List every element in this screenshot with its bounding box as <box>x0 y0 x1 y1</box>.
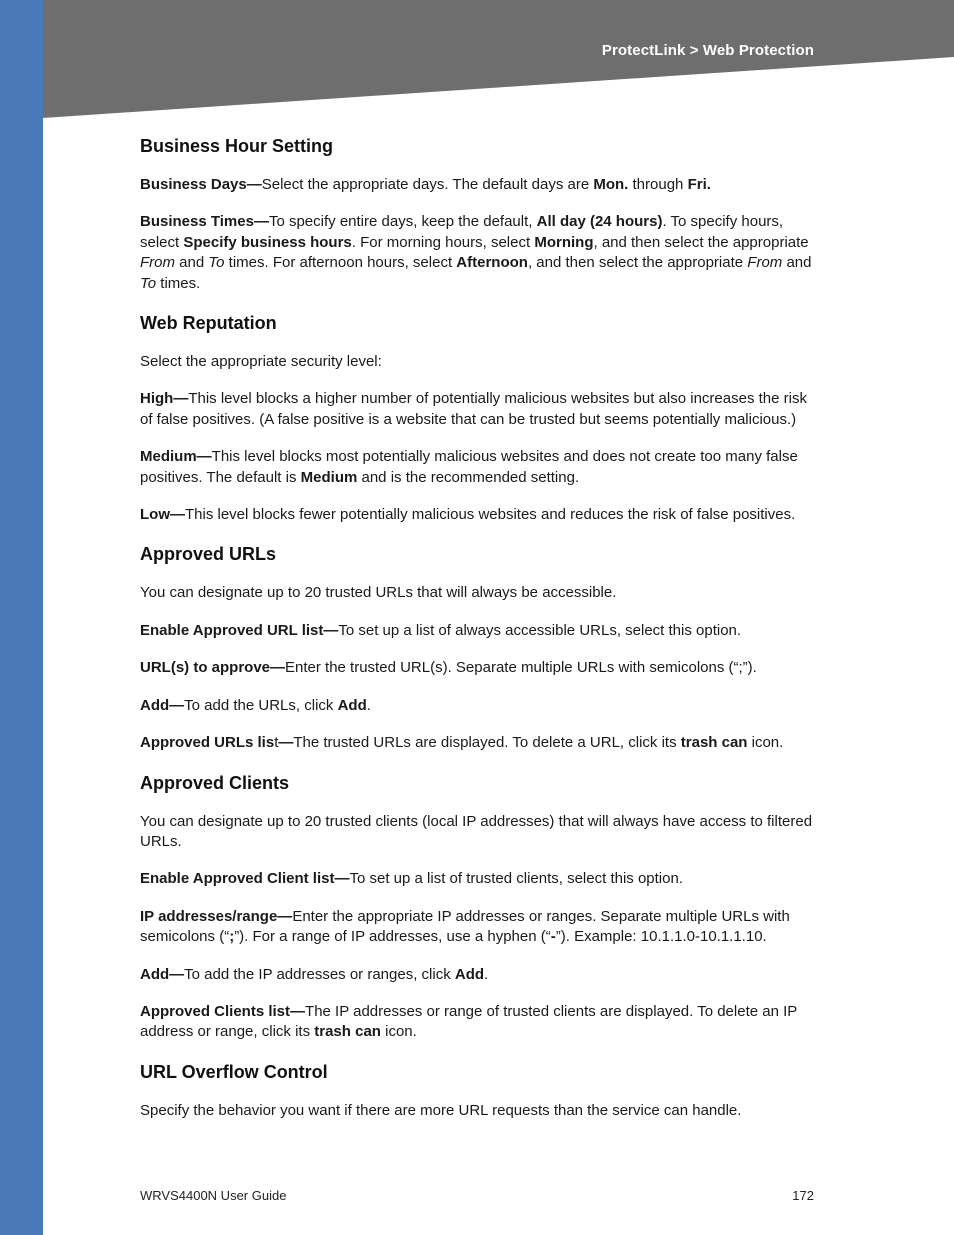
approved-urls-intro: You can designate up to 20 trusted URLs that will always be accessible. <box>140 584 617 602</box>
section-title-business-hour: Business Hour Setting <box>140 136 334 156</box>
document-body <box>140 134 816 1121</box>
urls-to-approve-paragraph: URL(s) to approve—Enter the trusted URL(s). Separate multiple URLs with semicolons (“;”). <box>140 659 757 677</box>
footer-guide-name: WRVS4400N User Guide <box>140 1188 287 1203</box>
url-overflow-intro: Specify the behavior you want if there are more URL requests than the service can handle. <box>140 1101 742 1119</box>
section-title-approved-urls: Approved URLs <box>140 544 277 565</box>
section-title-url-overflow: URL Overflow Control <box>140 1061 328 1082</box>
ip-addresses-paragraph: IP addresses/range—Enter the appropriate IP addresses or ranges. Separate multiple URLs with semicolons (“;”). For a range of IP addresses, use a hyphen (“-”). Example: 10.1.1.0-10.1.1.10. <box>140 907 790 946</box>
header-band <box>43 0 954 125</box>
section-title-web-reputation: Web Reputation <box>140 313 277 334</box>
low-level-paragraph: Low—This level blocks fewer potentially malicious websites and reduces the risk of false positives. <box>140 506 796 524</box>
header-band-shape <box>43 0 954 125</box>
section-title-approved-clients: Approved Clients <box>140 772 290 793</box>
footer-page-number: 172 <box>792 1188 814 1203</box>
medium-level-paragraph: Medium—This level blocks most potentially malicious websites and does not create too many false positives. The default is Medium and is the recommended setting. <box>140 448 798 486</box>
breadcrumb: ProtectLink > Web Protection <box>601 42 814 59</box>
side-color-bar <box>0 0 43 1235</box>
high-level-paragraph: High—This level blocks a higher number of potentially malicious websites but also increases the risk of false positives. (A false positive is a website that can be trusted but seems potentially malicious.) <box>140 390 807 428</box>
enable-approved-url-paragraph: Enable Approved URL list—To set up a list of always accessible URLs, select this option. <box>140 621 742 639</box>
approved-clients-list-paragraph: Approved Clients list—The IP addresses or range of trusted clients are displayed. To delete an IP address or range, click its trash can icon. <box>140 1002 797 1041</box>
add-clients-paragraph: Add—To add the IP addresses or ranges, click Add. <box>140 965 489 983</box>
web-reputation-intro: Select the appropriate security level: <box>140 353 382 371</box>
business-days-paragraph: Business Days—Select the appropriate days. The default days are Mon. through Fri. <box>140 176 711 193</box>
approved-urls-list-paragraph: Approved URLs list—The trusted URLs are displayed. To delete a URL, click its trash can icon. <box>140 734 784 752</box>
enable-approved-client-paragraph: Enable Approved Client list—To set up a list of trusted clients, select this option. <box>140 870 683 888</box>
business-times-paragraph: Business Times—To specify entire days, keep the default, All day (24 hours). To specify hours, select Specify business hours. For morning hours, select Morning, and then select the appropriate From and To times. For afternoon hours, select Afternoon, and then select the appropriate From and To times. <box>140 213 812 292</box>
add-urls-paragraph: Add—To add the URLs, click Add. <box>140 696 371 714</box>
approved-clients-intro: You can designate up to 20 trusted clients (local IP addresses) that will always have access to filtered URLs. <box>140 812 813 850</box>
